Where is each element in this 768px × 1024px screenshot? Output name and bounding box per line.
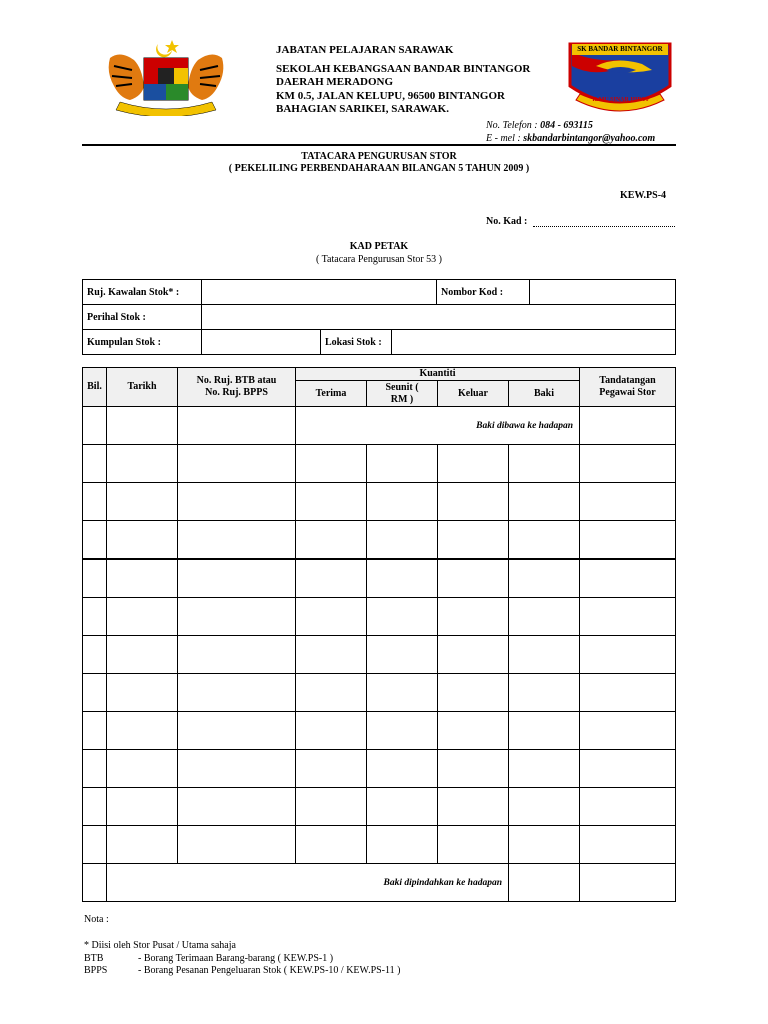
table-cell[interactable]	[83, 712, 107, 750]
table-cell[interactable]	[107, 636, 178, 674]
table-cell[interactable]	[580, 407, 676, 445]
table-cell[interactable]	[296, 521, 367, 560]
table-row	[83, 483, 676, 521]
table-cell[interactable]	[107, 521, 178, 560]
table-cell[interactable]	[580, 598, 676, 636]
table-cell[interactable]	[178, 788, 296, 826]
table-cell[interactable]	[296, 674, 367, 712]
note-abbr: BTB	[84, 952, 104, 964]
table-cell[interactable]	[296, 445, 367, 483]
table-cell[interactable]	[296, 750, 367, 788]
school-logo-motto: ILMU SINAR HIDUP	[592, 97, 650, 103]
col-seunit: Seunit ( RM )	[367, 381, 438, 407]
col-tandatangan: Tandatangan Pegawai Stor	[580, 368, 676, 407]
table-cell[interactable]	[178, 712, 296, 750]
table-cell[interactable]	[438, 788, 509, 826]
notes-block	[84, 940, 400, 978]
table-cell[interactable]	[580, 826, 676, 864]
table-row	[83, 559, 676, 598]
note-abbr: BPPS	[84, 965, 108, 976]
table-cell[interactable]	[107, 598, 178, 636]
table-cell[interactable]	[367, 521, 438, 560]
table-cell[interactable]	[178, 559, 296, 598]
note-desc: - Borang Pesanan Pengeluaran Stok ( KEW.PS-10 / KEW.PS-11 )	[138, 965, 401, 976]
table-cell[interactable]	[509, 712, 580, 750]
table-cell[interactable]	[367, 559, 438, 598]
table-row	[83, 826, 676, 864]
table-cell[interactable]	[178, 636, 296, 674]
col-keluar: Keluar	[438, 381, 509, 407]
table-cell[interactable]	[83, 445, 107, 483]
ledger-table	[82, 367, 676, 902]
table-row	[83, 445, 676, 483]
table-cell[interactable]	[367, 445, 438, 483]
table-cell[interactable]	[367, 598, 438, 636]
table-cell[interactable]	[580, 674, 676, 712]
header-rule	[82, 144, 676, 146]
email-label: E - mel :	[486, 133, 521, 144]
table-cell[interactable]	[509, 636, 580, 674]
ledger-body	[83, 407, 676, 864]
note-item	[84, 965, 400, 978]
table-cell[interactable]	[509, 788, 580, 826]
note-item	[84, 953, 400, 966]
table-cell[interactable]	[178, 483, 296, 521]
perihal-field[interactable]	[202, 305, 676, 330]
table-cell[interactable]	[438, 750, 509, 788]
phone-label: No. Telefon :	[486, 120, 538, 131]
table-cell[interactable]	[83, 674, 107, 712]
card-number-field[interactable]	[533, 226, 675, 227]
card-number-label: No. Kad :	[486, 216, 528, 227]
table-cell[interactable]	[83, 407, 107, 445]
table-cell[interactable]	[296, 826, 367, 864]
col-terima: Terima	[296, 381, 367, 407]
table-cell[interactable]	[509, 750, 580, 788]
table-cell[interactable]	[83, 483, 107, 521]
table-cell[interactable]	[107, 712, 178, 750]
table-cell[interactable]	[178, 445, 296, 483]
table-cell[interactable]	[83, 788, 107, 826]
kumpulan-field[interactable]	[202, 330, 321, 354]
table-row	[83, 674, 676, 712]
school-logo	[566, 40, 674, 114]
table-cell[interactable]	[178, 826, 296, 864]
table-cell[interactable]	[580, 521, 676, 560]
table-cell[interactable]	[296, 598, 367, 636]
table-cell[interactable]	[580, 636, 676, 674]
table-cell[interactable]	[83, 864, 107, 902]
table-cell[interactable]	[367, 826, 438, 864]
lokasi-field[interactable]	[392, 330, 676, 354]
table-cell[interactable]	[438, 483, 509, 521]
kumpulan-label: Kumpulan Stok :	[83, 330, 202, 355]
table-row	[83, 636, 676, 674]
table-cell[interactable]	[83, 521, 107, 560]
col-baki: Baki	[509, 381, 580, 407]
ruj-kawalan-label: Ruj. Kawalan Stok* :	[83, 280, 202, 305]
table-cell[interactable]	[296, 636, 367, 674]
ruj-kawalan-field[interactable]	[202, 280, 437, 305]
table-cell[interactable]	[580, 483, 676, 521]
table-cell[interactable]	[296, 559, 367, 598]
table-cell[interactable]	[107, 559, 178, 598]
table-cell[interactable]	[509, 826, 580, 864]
header-school: SEKOLAH KEBANGSAAN BANDAR BINTANGOR	[276, 62, 531, 75]
table-cell[interactable]	[178, 521, 296, 560]
table-cell[interactable]	[438, 636, 509, 674]
table-cell[interactable]	[83, 559, 107, 598]
table-cell[interactable]	[580, 445, 676, 483]
carried-forward-row	[83, 864, 676, 902]
nombor-kod-field[interactable]	[530, 280, 676, 305]
form-code: KEW.PS-4	[620, 190, 667, 201]
card-heading	[82, 240, 676, 266]
table-cell[interactable]	[438, 445, 509, 483]
table-cell[interactable]	[83, 750, 107, 788]
col-kuantiti: Kuantiti	[296, 368, 580, 381]
table-cell[interactable]	[438, 559, 509, 598]
header-address: KM 0.5, JALAN KELUPU, 96500 BINTANGOR	[276, 89, 505, 102]
table-cell[interactable]	[509, 864, 580, 902]
table-cell[interactable]	[438, 674, 509, 712]
table-cell[interactable]	[438, 826, 509, 864]
table-cell[interactable]	[107, 788, 178, 826]
table-cell[interactable]	[367, 674, 438, 712]
table-cell[interactable]	[580, 750, 676, 788]
document-title	[82, 151, 676, 175]
table-cell[interactable]	[107, 445, 178, 483]
table-cell[interactable]	[509, 483, 580, 521]
table-cell[interactable]	[367, 636, 438, 674]
table-cell[interactable]	[509, 674, 580, 712]
table-cell[interactable]	[438, 712, 509, 750]
table-row	[83, 598, 676, 636]
stock-info-table	[82, 279, 676, 355]
table-cell[interactable]	[107, 826, 178, 864]
table-cell[interactable]	[509, 521, 580, 560]
header-district: DAERAH MERADONG	[276, 76, 394, 88]
table-cell[interactable]	[296, 483, 367, 521]
brought-forward-label: Baki dibawa ke hadapan	[296, 407, 580, 445]
col-ruj: No. Ruj. BTB atau No. Ruj. BPPS	[178, 368, 296, 407]
school-logo-text-top: SK BANDAR BINTANGOR	[577, 45, 663, 53]
table-cell[interactable]	[509, 445, 580, 483]
table-cell[interactable]	[367, 712, 438, 750]
table-cell[interactable]	[83, 598, 107, 636]
brought-forward-row	[83, 407, 676, 445]
notes-title: Nota :	[84, 914, 109, 925]
perihal-label: Perihal Stok :	[83, 305, 202, 330]
note-desc: - Borang Terimaan Barang-barang ( KEW.PS-1 )	[138, 952, 334, 964]
phone-value: 084 - 693115	[540, 120, 593, 131]
table-cell[interactable]	[296, 788, 367, 826]
table-row	[83, 750, 676, 788]
table-cell[interactable]	[178, 674, 296, 712]
table-cell[interactable]	[107, 674, 178, 712]
table-cell[interactable]	[107, 483, 178, 521]
table-cell[interactable]	[580, 864, 676, 902]
table-cell[interactable]	[83, 636, 107, 674]
table-cell[interactable]	[178, 750, 296, 788]
table-row	[83, 712, 676, 750]
table-cell[interactable]	[509, 559, 580, 598]
table-cell[interactable]	[296, 712, 367, 750]
col-tarikh: Tarikh	[107, 368, 178, 407]
table-cell[interactable]	[367, 483, 438, 521]
table-cell[interactable]	[107, 407, 178, 445]
coat-of-arms-logo	[100, 36, 232, 116]
col-bil: Bil.	[83, 368, 107, 407]
table-cell[interactable]	[107, 750, 178, 788]
table-cell[interactable]	[438, 521, 509, 560]
table-cell[interactable]	[580, 559, 676, 598]
table-cell[interactable]	[580, 788, 676, 826]
contact-block	[486, 119, 655, 145]
table-cell[interactable]	[367, 788, 438, 826]
title-line-1: TATACARA PENGURUSAN STOR	[301, 151, 457, 162]
email-value: skbandarbintangor@yahoo.com	[523, 133, 656, 144]
header-dept: JABATAN PELAJARAN SARAWAK	[276, 44, 454, 56]
lokasi-label: Lokasi Stok :	[321, 330, 392, 354]
school-address-block	[276, 44, 530, 117]
table-cell[interactable]	[83, 826, 107, 864]
header-division: BAHAGIAN SARIKEI, SARAWAK.	[276, 103, 449, 115]
table-row	[83, 521, 676, 560]
carried-forward-label: Baki dipindahkan ke hadapan	[107, 864, 509, 902]
table-cell[interactable]	[178, 598, 296, 636]
table-cell[interactable]	[438, 598, 509, 636]
nombor-kod-label: Nombor Kod :	[437, 280, 530, 305]
table-cell[interactable]	[580, 712, 676, 750]
notes-asterisk: * Diisi oleh Stor Pusat / Utama sahaja	[84, 940, 236, 951]
table-cell[interactable]	[367, 750, 438, 788]
table-row	[83, 788, 676, 826]
table-cell[interactable]	[178, 407, 296, 445]
card-title: KAD PETAK	[349, 241, 409, 252]
title-line-2: ( PEKELILING PERBENDAHARAAN BILANGAN 5 TAHUN 2009 )	[228, 163, 530, 174]
table-cell[interactable]	[509, 598, 580, 636]
card-subtitle: ( Tatacara Pengurusan Stor 53 )	[315, 254, 443, 265]
